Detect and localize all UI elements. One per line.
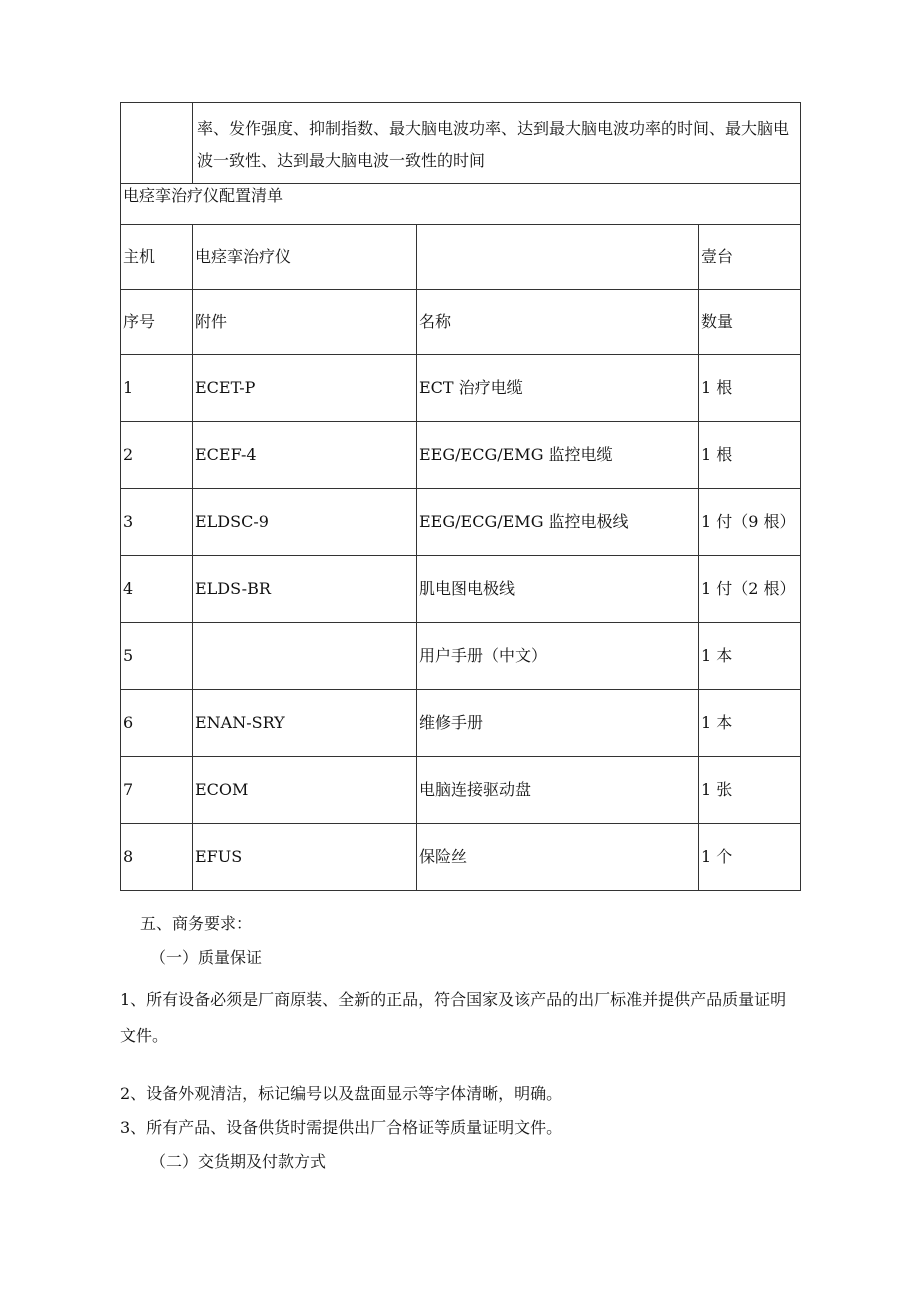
header-row xyxy=(121,290,801,355)
row-qty: 1 根 xyxy=(699,355,801,422)
paragraph-item-1: 1、所有设备必须是厂商原装、全新的正品，符合国家及该产品的出厂标准并提供产品质量证明文件。 xyxy=(120,990,787,1045)
table-row xyxy=(121,757,801,824)
row-no: 5 xyxy=(121,623,193,690)
table-row xyxy=(121,556,801,623)
empty-cell xyxy=(121,103,193,184)
header-accessory: 附件 xyxy=(193,290,417,355)
table-row xyxy=(121,824,801,891)
row-name: 肌电图电极线 xyxy=(417,556,699,623)
row-qty: 1 付（9 根） xyxy=(699,489,801,556)
row-name: 电脑连接驱动盘 xyxy=(417,757,699,824)
row-code: ELDSC-9 xyxy=(193,489,417,556)
row-no: 3 xyxy=(121,489,193,556)
subheading-delivery: （二）交货期及付款方式 xyxy=(150,1152,327,1171)
host-row xyxy=(121,225,801,290)
row-qty: 1 本 xyxy=(699,623,801,690)
row-qty: 1 张 xyxy=(699,757,801,824)
subheading-quality: （一）质量保证 xyxy=(150,948,263,967)
table-row xyxy=(121,489,801,556)
section-title: 电痉挛治疗仪配置清单 xyxy=(121,184,801,225)
host-label: 主机 xyxy=(121,225,193,290)
row-no: 7 xyxy=(121,757,193,824)
header-no: 序号 xyxy=(121,290,193,355)
config-table xyxy=(120,102,801,891)
row-name: EEG/ECG/EMG 监控电缆 xyxy=(417,422,699,489)
row-name: EEG/ECG/EMG 监控电极线 xyxy=(417,489,699,556)
section-title-row xyxy=(121,184,801,225)
row-no: 8 xyxy=(121,824,193,891)
row-code: ELDS-BR xyxy=(193,556,417,623)
row-name: 用户手册（中文） xyxy=(417,623,699,690)
row-code: ECOM xyxy=(193,757,417,824)
continued-text: 率、发作强度、抑制指数、最大脑电波功率、达到最大脑电波功率的时间、最大脑电波一致性、达到最大脑电波一致性的时间 xyxy=(193,103,801,184)
section-heading: 五、商务要求： xyxy=(140,914,253,933)
host-qty: 壹台 xyxy=(699,225,801,290)
row-qty: 1 付（2 根） xyxy=(699,556,801,623)
row-name: 维修手册 xyxy=(417,690,699,757)
row-no: 1 xyxy=(121,355,193,422)
row-code: ECET-P xyxy=(193,355,417,422)
row-name: 保险丝 xyxy=(417,824,699,891)
row-qty: 1 本 xyxy=(699,690,801,757)
row-code: ENAN-SRY xyxy=(193,690,417,757)
table-row xyxy=(121,355,801,422)
host-blank xyxy=(417,225,699,290)
header-qty: 数量 xyxy=(699,290,801,355)
table-row xyxy=(121,690,801,757)
host-name: 电痉挛治疗仪 xyxy=(193,225,417,290)
row-no: 4 xyxy=(121,556,193,623)
paragraph-item-2: 2、设备外观清洁，标记编号以及盘面显示等字体清晰，明确。 xyxy=(120,1084,563,1103)
table-row xyxy=(121,422,801,489)
row-code: EFUS xyxy=(193,824,417,891)
paragraph-item-3: 3、所有产品、设备供货时需提供出厂合格证等质量证明文件。 xyxy=(120,1118,563,1137)
row-qty: 1 根 xyxy=(699,422,801,489)
row-qty: 1 个 xyxy=(699,824,801,891)
table-row xyxy=(121,623,801,690)
row-no: 6 xyxy=(121,690,193,757)
row-name: ECT 治疗电缆 xyxy=(417,355,699,422)
row-code xyxy=(193,623,417,690)
header-name: 名称 xyxy=(417,290,699,355)
row-no: 2 xyxy=(121,422,193,489)
continued-row xyxy=(121,103,801,184)
row-code: ECEF-4 xyxy=(193,422,417,489)
